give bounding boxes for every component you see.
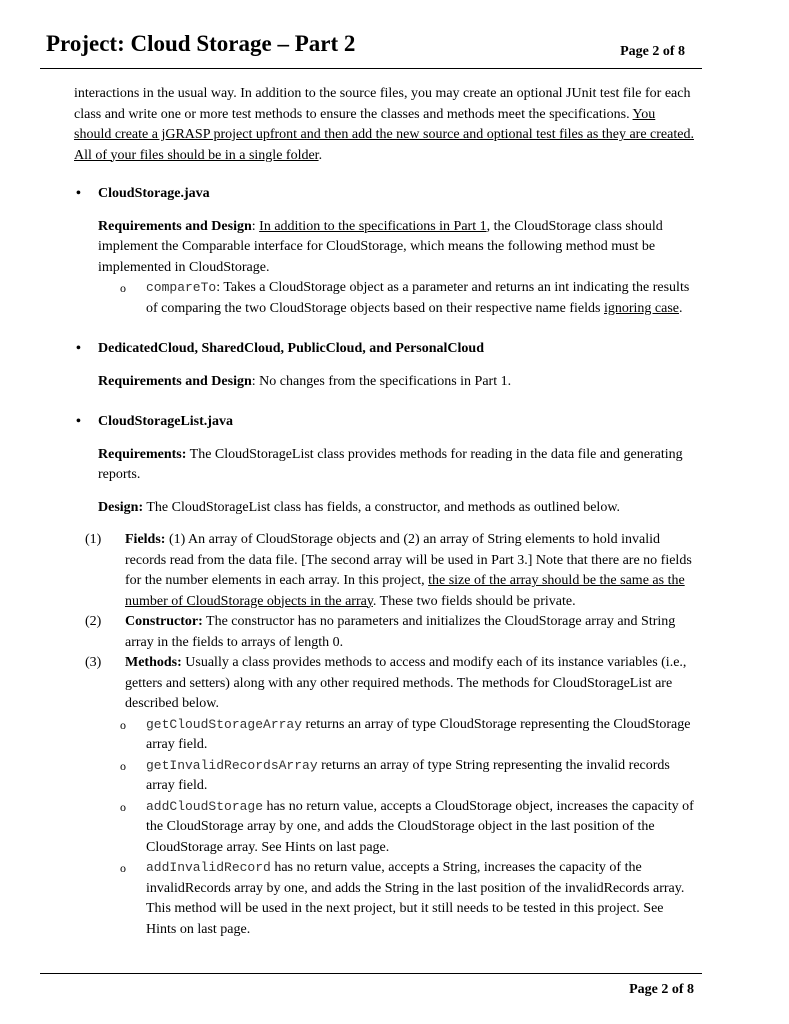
footer-rule — [40, 973, 702, 974]
cloudstorage-requirements: Requirements and Design: In addition to the specifications in Part 1, the CloudStorage class should implement the Comparable interface for CloudStorage, which means the following method must be implemented in CloudStorage. — [98, 218, 663, 275]
header-rule — [40, 68, 702, 69]
method-list-item: o addInvalidRecord has no return value, accepts a String, increases the capacity of the invalidRecords array by one, and adds the String in the last position of the invalidRecords array. This method will be used in the next project, but it still needs to be tested in this project. See Hints on last page. — [146, 858, 694, 940]
fields-item: (1) Fields: (1) An array of CloudStorage objects and (2) an array of String elements to hold invalid records read from the data file. [The second array will be used in Part 3.] Note that there are no fields for the number elements in each array. In this project, the size of the array should be the same as the number of CloudStorage objects in the array. These two fields should be private. — [85, 532, 692, 609]
footer-page-number: Page 2 of 8 — [629, 982, 694, 997]
constructor-item: (2) Constructor: The constructor has no parameters and initializes the CloudStorage array and String array in the fields to arrays of length 0. — [85, 614, 676, 650]
page-title: Project: Cloud Storage – Part 2 — [46, 31, 356, 56]
subclasses-requirements: Requirements and Design: No changes from the specifications in Part 1. — [98, 373, 512, 389]
cloudstoragelist-design: Design: The CloudStorageList class has fields, a constructor, and methods as outlined below. — [98, 499, 621, 515]
section-cloudstoragelist-heading: • CloudStorageList.java — [74, 412, 694, 433]
method-list-item: o getCloudStorageArray returns an array of type CloudStorage representing the CloudStorage array field. — [146, 715, 694, 756]
document-body — [74, 84, 694, 940]
section-subclasses-heading: • DedicatedCloud, SharedCloud, PublicCloud, and PersonalCloud — [74, 339, 694, 360]
method-list-item: o getInvalidRecordsArray returns an array of type String representing the invalid records array field. — [146, 756, 694, 797]
compareto-method-item: o compareTo: Takes a CloudStorage object as a parameter and returns an int indicating the results of comparing the two CloudStorage objects based on their respective name fields ignoring case. — [146, 278, 694, 319]
intro-paragraph: interactions in the usual way. In addition to the source files, you may create an optional JUnit test file for each class and write one or more test methods to ensure the classes and methods meet the specifications. You should create a jGRASP project upfront and then add the new source and optional test files as they are created. All of your files should be in a single folder. — [74, 86, 694, 163]
method-list-item: o addCloudStorage has no return value, accepts a CloudStorage object, increases the capacity of the CloudStorage array by one, and adds the CloudStorage object in the last position of the CloudStorage array. See Hints on last page. — [146, 797, 694, 859]
section-cloudstorage-heading: • CloudStorage.java — [74, 184, 694, 205]
methods-item: (3) Methods: Usually a class provides methods to access and modify each of its instance variables (i.e., getters and setters) along with any other required methods. The methods for CloudStorageList are described below. — [85, 655, 687, 711]
header-page-number: Page 2 of 8 — [620, 44, 685, 59]
cloudstoragelist-requirements: Requirements: The CloudStorageList class provides methods for reading in the data file and generating reports. — [98, 446, 683, 482]
